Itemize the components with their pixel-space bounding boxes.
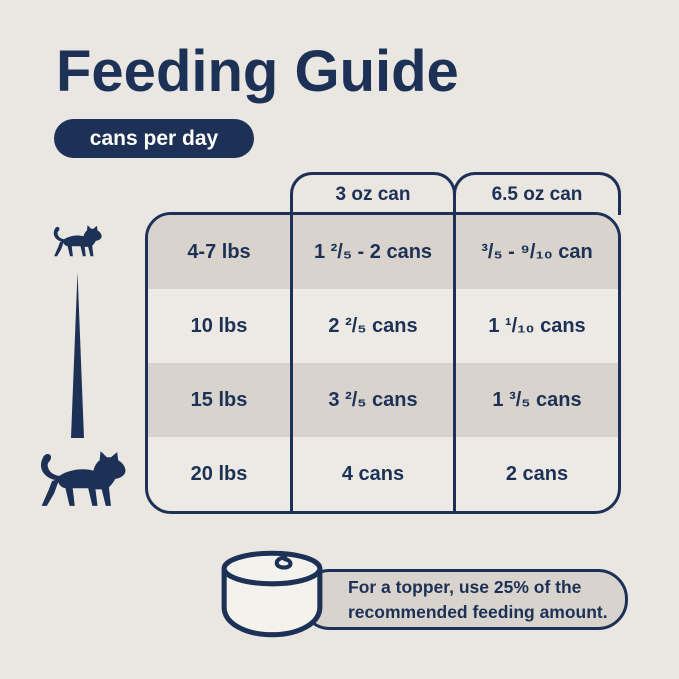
topper-note-line2: recommended feeding amount. — [348, 601, 608, 622]
weight-cell: 20 lbs — [148, 437, 293, 511]
large-can-cell: 1 ³/₅ cans — [492, 388, 582, 411]
table-row — [148, 289, 618, 363]
large-can-cell: ³/₅ - ⁹/₁₀ can — [481, 240, 593, 263]
column-header-3oz: 3 oz can — [290, 172, 456, 215]
table-row — [148, 215, 618, 289]
weight-cell: 4-7 lbs — [148, 215, 293, 289]
topper-note — [300, 569, 628, 630]
cat-small-icon — [50, 224, 104, 258]
table-row — [148, 437, 618, 511]
page-title: Feeding Guide — [56, 39, 459, 104]
small-can-cell: 4 cans — [293, 437, 456, 511]
cans-per-day-badge — [54, 119, 254, 158]
feeding-table — [145, 212, 621, 514]
table-row — [148, 363, 618, 437]
topper-note-line1: For a topper, use 25% of the — [348, 576, 582, 597]
weight-cell: 15 lbs — [148, 363, 293, 437]
badge-label: cans per day — [89, 126, 219, 150]
small-can-cell: 3 ²/₅ cans — [293, 363, 456, 437]
weight-cell: 10 lbs — [148, 289, 293, 363]
large-can-cell: 1 ¹/₁₀ cans — [488, 314, 586, 337]
size-increase-wedge — [71, 272, 84, 438]
column-header-6-5oz: 6.5 oz can — [453, 172, 621, 215]
small-can-cell: 1 ²/₅ - 2 cans — [293, 215, 456, 289]
large-can-cell: 2 cans — [505, 462, 569, 485]
cat-large-icon — [34, 449, 130, 509]
wet-food-can-icon — [216, 546, 328, 644]
small-can-cell: 2 ²/₅ cans — [293, 289, 456, 363]
